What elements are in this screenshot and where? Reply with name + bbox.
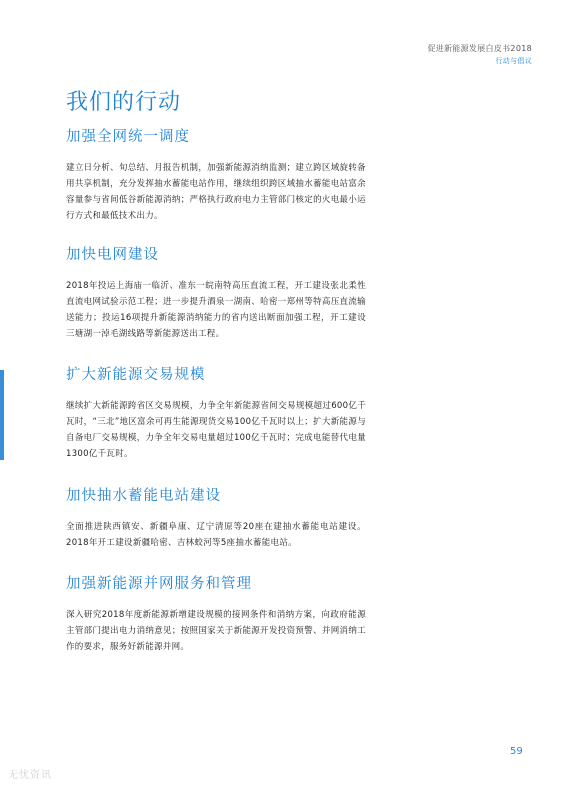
- section-heading: 加快电网建设: [66, 247, 159, 263]
- section-body: 继续扩大新能源跨省区交易规模，力争全年新能源省间交易规模超过600亿千瓦时，“三北”地区富余可再生能源现货交易100亿千瓦时以上；扩大新能源与自备电厂交易规模，力争全年交易电量超过100亿千瓦时；完成电能替代电量1300亿千瓦时。: [66, 401, 366, 459]
- section-heading: 加快抽水蓄能电站建设: [66, 488, 221, 504]
- section-dispatch: [66, 125, 366, 224]
- edge-accent-bar: [0, 370, 4, 460]
- watermark: 无忧资讯: [8, 770, 52, 781]
- section-body: 全面推进陕西镇安、新疆阜康、辽宁清原等20座在建抽水蓄能电站建设。2018年开工建设新疆哈密、吉林蛟河等5座抽水蓄能电站。: [66, 522, 366, 548]
- document-title: 促进新能源发展白皮书2018: [427, 44, 532, 53]
- section-pumped-storage: [66, 484, 366, 551]
- section-grid-construction: [66, 243, 366, 342]
- section-heading: 加强全网统一调度: [66, 129, 190, 145]
- running-header: [427, 42, 532, 68]
- page-number: 59: [510, 746, 523, 757]
- section-heading: 加强新能源并网服务和管理: [66, 576, 252, 592]
- chapter-label: 行动与倡议: [495, 57, 532, 65]
- section-body: 2018年投运上海庙一临沂、准东一皖南特高压直流工程，开工建设张北柔性直流电网试验示范工程；进一步提升酒泉一湖南、哈密一郑州等特高压直流输送能力；投运16项提升新能源消纳能力的省内送出断面加强工程，开工建设三塘湖一淖毛湖线路等新能源送出工程。: [66, 281, 366, 339]
- section-heading: 扩大新能源交易规模: [66, 367, 206, 383]
- section-trading: [66, 363, 366, 462]
- section-grid-service: [66, 572, 366, 655]
- section-body: 深入研究2018年度新能源新增建设规模的接网条件和消纳方案，向政府能源主管部门提出电力消纳意见；按照国家关于新能源开发投资预警、并网消纳工作的要求，服务好新能源并网。: [66, 610, 366, 652]
- section-body: 建立日分析、旬总结、月报告机制，加强新能源消纳监测；建立跨区域旋转备用共享机制，充分发挥抽水蓄能电站作用，继续组织跨区域抽水蓄能电站富余容量参与省间低谷新能源消纳；严格执行政府电力主管部门核定的火电最小运行方式和最低技术出力。: [66, 163, 366, 221]
- page-title: 我们的行动: [66, 89, 182, 115]
